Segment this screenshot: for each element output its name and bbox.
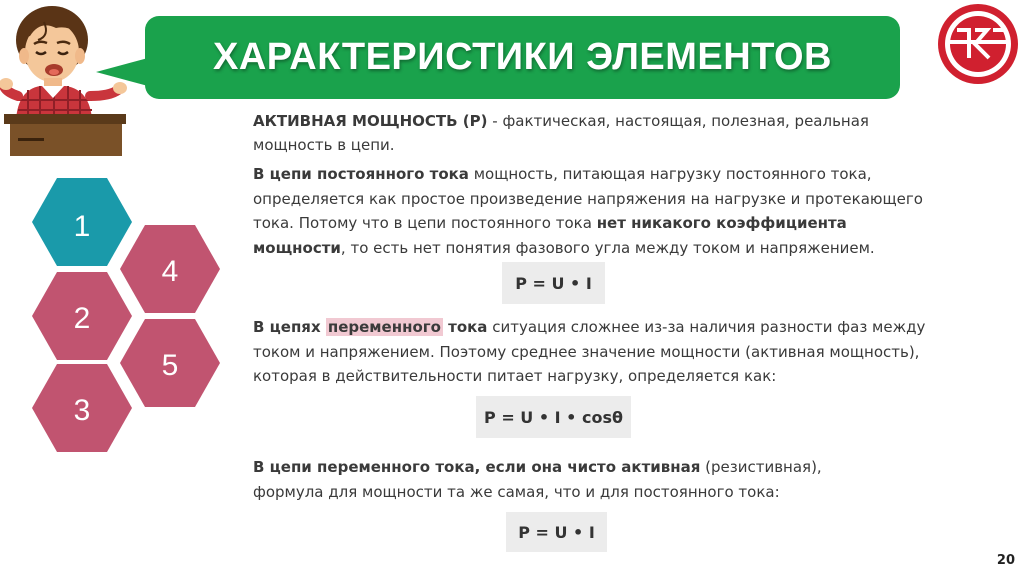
hexagon-4 xyxy=(120,225,220,313)
hexagon-3 xyxy=(32,364,132,452)
hexagon-1 xyxy=(32,178,132,266)
hexagon-4-label: 4 xyxy=(161,255,179,288)
page-title: ХАРАКТЕРИСТИКИ ЭЛЕМЕНТОВ xyxy=(213,36,832,78)
paragraph-dc-text-1: мощность, питающая нагрузку постоянного тока, определяется как простое произведение напряжения на нагрузке и протекающего тока. Потому что в цепи постоянного тока xyxy=(253,165,923,232)
paragraph-ac-circuit xyxy=(253,315,943,389)
paragraph-resistive-bold: В цепи переменного тока, если она чисто активная xyxy=(253,458,701,476)
formula-ac-text: P = U • I • cosθ xyxy=(484,407,623,427)
page-number: 20 xyxy=(996,553,1015,568)
paragraph-ac-text: ситуация сложнее из-за наличия разности фаз между током и напряжением. Поэтому среднее значение мощности (активная мощность), которая в действительности питает нагрузку, определяется как: xyxy=(253,318,926,385)
paragraph-dc-bold-2: нет никакого коэффициента мощности xyxy=(253,214,847,257)
formula-ac xyxy=(476,396,631,438)
hexagon-1-label: 1 xyxy=(73,210,91,243)
paragraph-dc-text-2: , то есть нет понятия фазового угла между током и напряжением. xyxy=(340,238,875,257)
hexagon-2 xyxy=(32,272,132,360)
paragraph-active-power-bold: АКТИВНАЯ МОЩНОСТЬ (P) xyxy=(253,112,488,130)
hexagon-5 xyxy=(120,319,220,407)
paragraph-ac-highlight: переменного xyxy=(327,318,441,336)
hexagon-5-label: 5 xyxy=(161,349,179,382)
formula-resistive-text: P = U • I xyxy=(518,522,595,542)
paragraph-active-power-text: - фактическая, настоящая, полезная, реальная мощность в цепи. xyxy=(253,112,869,154)
paragraph-ac-bold-1: В цепях xyxy=(253,318,326,336)
hexagon-3-label: 3 xyxy=(73,394,91,427)
paragraph-dc-circuit xyxy=(253,162,943,260)
paragraph-resistive xyxy=(253,455,893,504)
hexagon-cluster xyxy=(30,175,230,455)
formula-dc-text: P = U • I xyxy=(515,273,592,293)
speech-bubble-tail xyxy=(96,58,148,86)
paragraph-dc-bold-1: В цепи постоянного тока xyxy=(253,165,469,183)
hexagon-2-label: 2 xyxy=(73,302,91,335)
formula-resistive xyxy=(506,512,607,552)
company-logo-icon xyxy=(935,0,1021,88)
paragraph-active-power xyxy=(253,109,943,157)
paragraph-resistive-text: (резистивная), формула для мощности та же самая, что и для постоянного тока: xyxy=(253,458,822,501)
formula-dc xyxy=(502,262,605,304)
page-title-banner xyxy=(145,16,900,99)
paragraph-ac-bold-2: тока xyxy=(442,318,488,336)
